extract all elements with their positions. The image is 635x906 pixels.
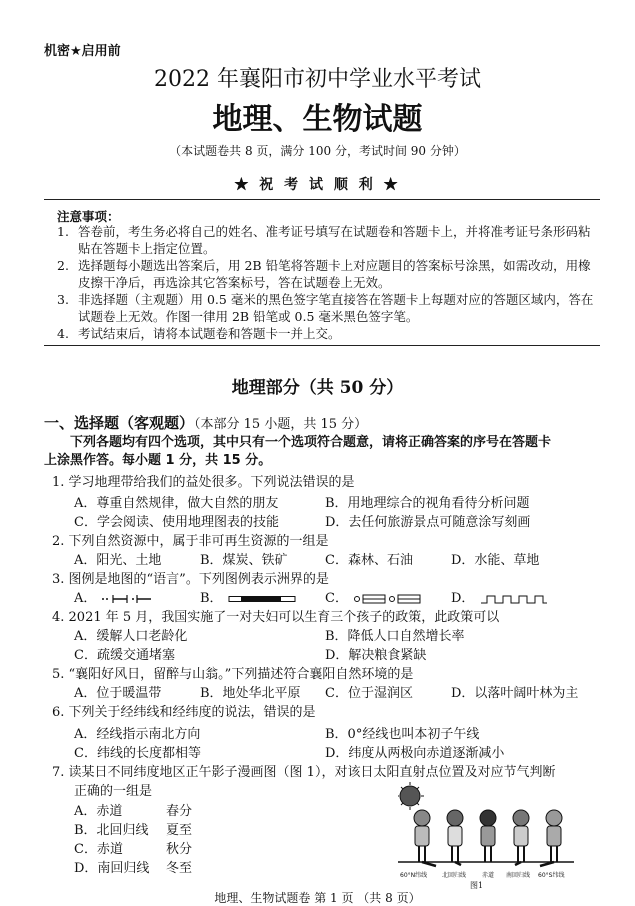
note-text: 非选择题（主观题）用 0.5 毫米的黑色签字笔直接答在答题卡上每题对应的答题区域内，答在试题卷上无效。作图一律用 2B 铅笔或 0.5 毫米黑色签字笔。: [78, 292, 594, 324]
option: C．森林、石油: [325, 553, 413, 568]
option: A．阳光、土地: [74, 553, 162, 568]
note-number: 4.: [57, 326, 69, 341]
option: D．以落叶阔叶林为主: [451, 686, 579, 701]
notes-bottom-rule: [44, 345, 600, 346]
latitude-label: 赤道: [482, 872, 495, 879]
option: D．纬度从两极向赤道逐渐减小: [325, 746, 505, 761]
option: C．位于湿润区: [325, 686, 413, 701]
option: A．缓解人口老龄化: [74, 629, 188, 644]
option: C．疏缓交通堵塞: [74, 648, 175, 663]
boundary-symbol-c-icon: [352, 593, 432, 605]
page-footer: 地理、生物试题卷 第 1 页 （共 8 页）: [214, 891, 421, 905]
question-stem: 4. 2021 年 5 月，我国实施了一对夫妇可以生育三个孩子的政策，此政策可以: [52, 610, 500, 625]
figure-shadow-cartoon: [398, 782, 574, 890]
question-stem: 1. 学习地理带给我们的益处很多。下列说法错误的是: [52, 475, 355, 490]
option-letter: A．: [74, 591, 97, 606]
option: 秋分: [166, 842, 193, 857]
option: A．赤道: [74, 804, 123, 819]
section-title: [44, 412, 367, 433]
figure-caption: 图1: [470, 881, 484, 890]
note-item: [57, 258, 600, 292]
option: C．纬线的长度都相等: [74, 746, 201, 761]
option-letter: B．: [200, 591, 223, 606]
option: A．尊重自然规律，做大自然的朋友: [74, 496, 279, 511]
paper-info: （本试题卷共 8 页，满分 100 分，考试时间 90 分钟）: [169, 144, 466, 158]
option: 冬至: [166, 861, 193, 876]
note-text: 选择题每小题选出答案后，用 2B 铅笔将答题卡上对应题目的答案标号涂黑，如需改动，用橡皮擦干净后，再选涂其它答案标号，答在试题卷上无效。: [78, 258, 591, 290]
notes-top-rule: [44, 199, 600, 200]
person-icon: [447, 810, 463, 862]
option: 春分: [166, 804, 193, 819]
boundary-symbol-b-icon: [227, 593, 297, 605]
confidential-label: 机密★启用前: [44, 44, 121, 59]
note-text: 答卷前，考生务必将自己的姓名、准考证号填写在试题卷和答题卡上，并将准考证号条形码粘贴在答题卡上指定位置。: [78, 224, 591, 256]
note-number: 3.: [57, 292, 69, 307]
option: B．煤炭、铁矿: [200, 553, 288, 568]
instruction-line: 上涂黑作答。每小题 1 分，共 15 分。: [44, 453, 272, 468]
person-icon: [414, 810, 430, 862]
paper-title: 地理、生物试题: [212, 102, 423, 137]
option: [325, 587, 432, 606]
section-title-main: 一、选择题（客观题）: [44, 414, 195, 432]
note-number: 2.: [57, 258, 69, 273]
part-title: 地理部分（共 50 分）: [231, 378, 404, 398]
option-letter: D．: [451, 591, 475, 606]
note-item: [57, 224, 600, 258]
option: A．位于暖温带: [74, 686, 162, 701]
notes-title: 注意事项：: [57, 209, 120, 224]
person-icon: [513, 810, 529, 862]
note-number: 1.: [57, 224, 69, 239]
section-title-rest: （本部分 15 小题，共 15 分）: [194, 417, 368, 432]
person-icon: [546, 810, 562, 862]
option: D．南回归线: [74, 861, 150, 876]
question-stem: 3. 图例是地图的“语言”。下列图例表示洲界的是: [52, 572, 329, 587]
option: 夏至: [166, 823, 193, 838]
option: B．降低人口自然增长率: [325, 629, 465, 644]
boundary-symbol-d-icon: [479, 593, 549, 605]
question-stem-continued: 正确的一组是: [74, 784, 153, 799]
note-item: [57, 326, 600, 343]
question-stem: 5. “襄阳好风日，留醉与山翁。”下列描述符合襄阳自然环境的是: [52, 667, 414, 682]
latitude-label: 北回归线: [442, 872, 467, 879]
option: [451, 587, 549, 606]
latitude-label: 南回归线: [506, 872, 531, 879]
question-stem: 7. 读某日不同纬度地区正午影子漫画图（图 1），对该日太阳直射点位置及对应节气判断: [52, 765, 556, 780]
option: [74, 587, 153, 606]
blessing: ★ 祝 考 试 顺 利 ★: [234, 177, 401, 193]
boundary-symbol-a-icon: [101, 593, 153, 605]
question-stem: 6. 下列关于经纬线和经纬度的说法，错误的是: [52, 705, 316, 720]
option: B．地处华北平原: [200, 686, 301, 701]
option: B．用地理综合的视角看待分析问题: [325, 496, 530, 511]
shadow-cartoon-illustration: [398, 782, 574, 890]
sun-icon: [398, 782, 424, 810]
person-icon: [480, 810, 496, 862]
latitude-label: 60°N纬线: [400, 872, 428, 879]
option: B．北回归线: [74, 823, 149, 838]
instruction-line: 下列各题均有四个选项，其中只有一个选项符合题意，请将正确答案的序号在答题卡: [70, 435, 552, 450]
note-text: 考试结束后，请将本试题卷和答题卡一并上交。: [78, 326, 341, 341]
option: A．经线指示南北方向: [74, 727, 201, 742]
option: D．水能、草地: [451, 553, 540, 568]
option: B．0°经线也叫本初子午线: [325, 727, 480, 742]
option-letter: C．: [325, 591, 348, 606]
option: D．去任何旅游景点可随意涂写刻画: [325, 515, 531, 530]
option: C．学会阅读、使用地理图表的技能: [74, 515, 279, 530]
option: [200, 587, 297, 606]
exam-title: 2022 年襄阳市初中学业水平考试: [154, 67, 481, 92]
note-item: [57, 292, 600, 326]
question-stem: 2. 下列自然资源中，属于非可再生资源的一组是: [52, 534, 329, 549]
option: D．解决粮食紧缺: [325, 648, 427, 663]
option: C．赤道: [74, 842, 123, 857]
latitude-label: 60°S纬线: [538, 872, 565, 879]
